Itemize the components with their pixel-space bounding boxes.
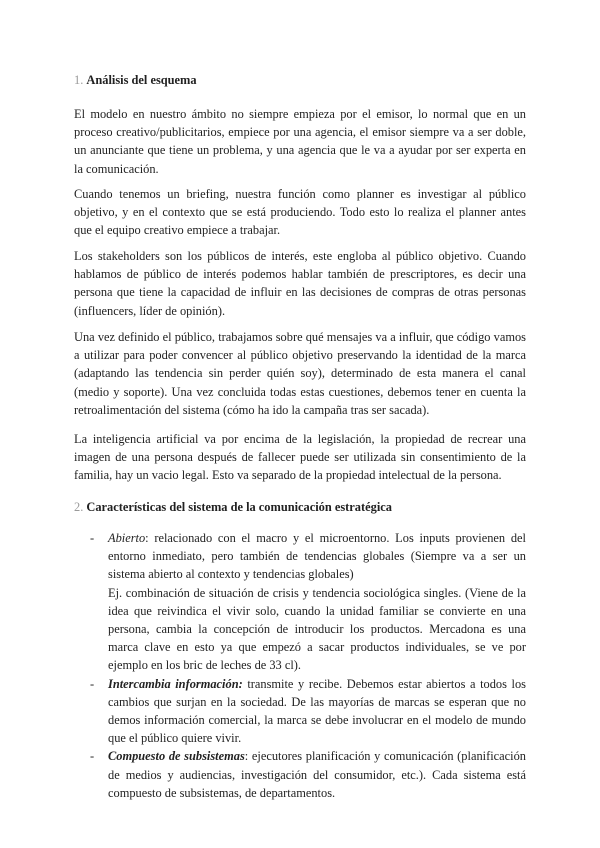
term-intercambia: Intercambia información:	[108, 676, 243, 691]
paragraph-emisor: El modelo en nuestro ámbito no siempre empieza por el emisor, lo normal que en un proceso creativo/publicitarios, empiece por una agencia, el emisor siempre va a ser doble, un anunciante que tiene un problema, y una agencia que le va a ayudar por ser experta en la comunicación.	[74, 107, 526, 176]
list-item-abierto	[90, 529, 526, 675]
section-1-heading	[74, 72, 197, 88]
text-intercambia: transmite y recibe. Debemos estar abiertos a todos los cambios que surjan en la sociedad. De las mayorías de marcas se esperan que no demos información comercial, la marca se debe involucrar en el modelo de mundo que el público quiere vivir.	[108, 676, 526, 746]
section-2-heading	[74, 499, 392, 515]
section-1-number: 1.	[74, 73, 84, 87]
list-dash: -	[90, 676, 95, 691]
paragraph-stakeholders: Los stakeholders son los públicos de interés, este engloba al público objetivo. Cuando hablamos de público de interés podemos hablar también de prescriptores, es decir una persona que tiene la capacidad de influir en las decisiones de compras de otras personas (influencers, líder de opinión).	[74, 249, 526, 318]
section-2-number: 2.	[74, 500, 84, 514]
term-abierto: Abierto	[108, 531, 146, 545]
paragraph-mensajes: Una vez definido el público, trabajamos sobre qué mensajes va a influir, que código vamos a utilizar para poder convencer al público objetivo preservando la identidad de la marca (adaptando las tendencia sin perder quién soy), determinado de esta manera el canal (medio y soporte). Una vez concluida todas estas cuestiones, debemos tener en cuenta la retroalimentación del sistema (cómo ha ido la campaña tras ser sacada).	[74, 330, 526, 417]
text-abierto: : relacionado con el macro y el microentorno. Los inputs provienen del entorno inmediato, pero también de tendencias globales (Siempre va a ser un sistema abierto al contexto y tendencias globales)	[108, 531, 526, 582]
list-dash: -	[90, 749, 95, 764]
section-1-title: Análisis del esquema	[86, 73, 197, 87]
section-2-title: Características del sistema de la comunicación estratégica	[86, 500, 392, 514]
example-abierto: Ej. combinación de situación de crisis y tendencia sociológica singles. (Viene de la idea que reivindica el vivir solo, cuando la unidad familiar se convierte en una persona, cambia la concepción de introducir los productos. Mercadona es una marca clave en esto ya que empezó a sacar productos individuales, se ve por ejemplo en los bric de leches de 33 cl).	[108, 585, 526, 673]
term-subsistemas: Compuesto de subsistemas	[108, 749, 245, 764]
paragraph-briefing: Cuando tenemos un briefing, nuestra función como planner es investigar al público objetivo, y en el contexto que se está produciendo. Todo esto lo realiza el planner antes que el equipo creativo empiece a trabajar.	[74, 187, 526, 238]
characteristics-list	[90, 529, 526, 802]
text-subsistemas: : ejecutores planificación y comunicación (planificación de medios y audiencias, investigación del consumidor, etc.). Cada sistema está compuesto de subsistemas, de departamentos.	[108, 749, 526, 800]
list-item-intercambia	[90, 675, 526, 748]
list-item-subsistemas	[90, 747, 526, 802]
list-dash: -	[90, 531, 95, 545]
paragraph-inteligencia-artificial: La inteligencia artificial va por encima de la legislación, la propiedad de recrear una imagen de una persona después de fallecer puede ser utilizada sin consentimiento de la familia, hay un vacio legal. Esto va separado de la propiedad intelectual de la persona.	[74, 432, 526, 483]
